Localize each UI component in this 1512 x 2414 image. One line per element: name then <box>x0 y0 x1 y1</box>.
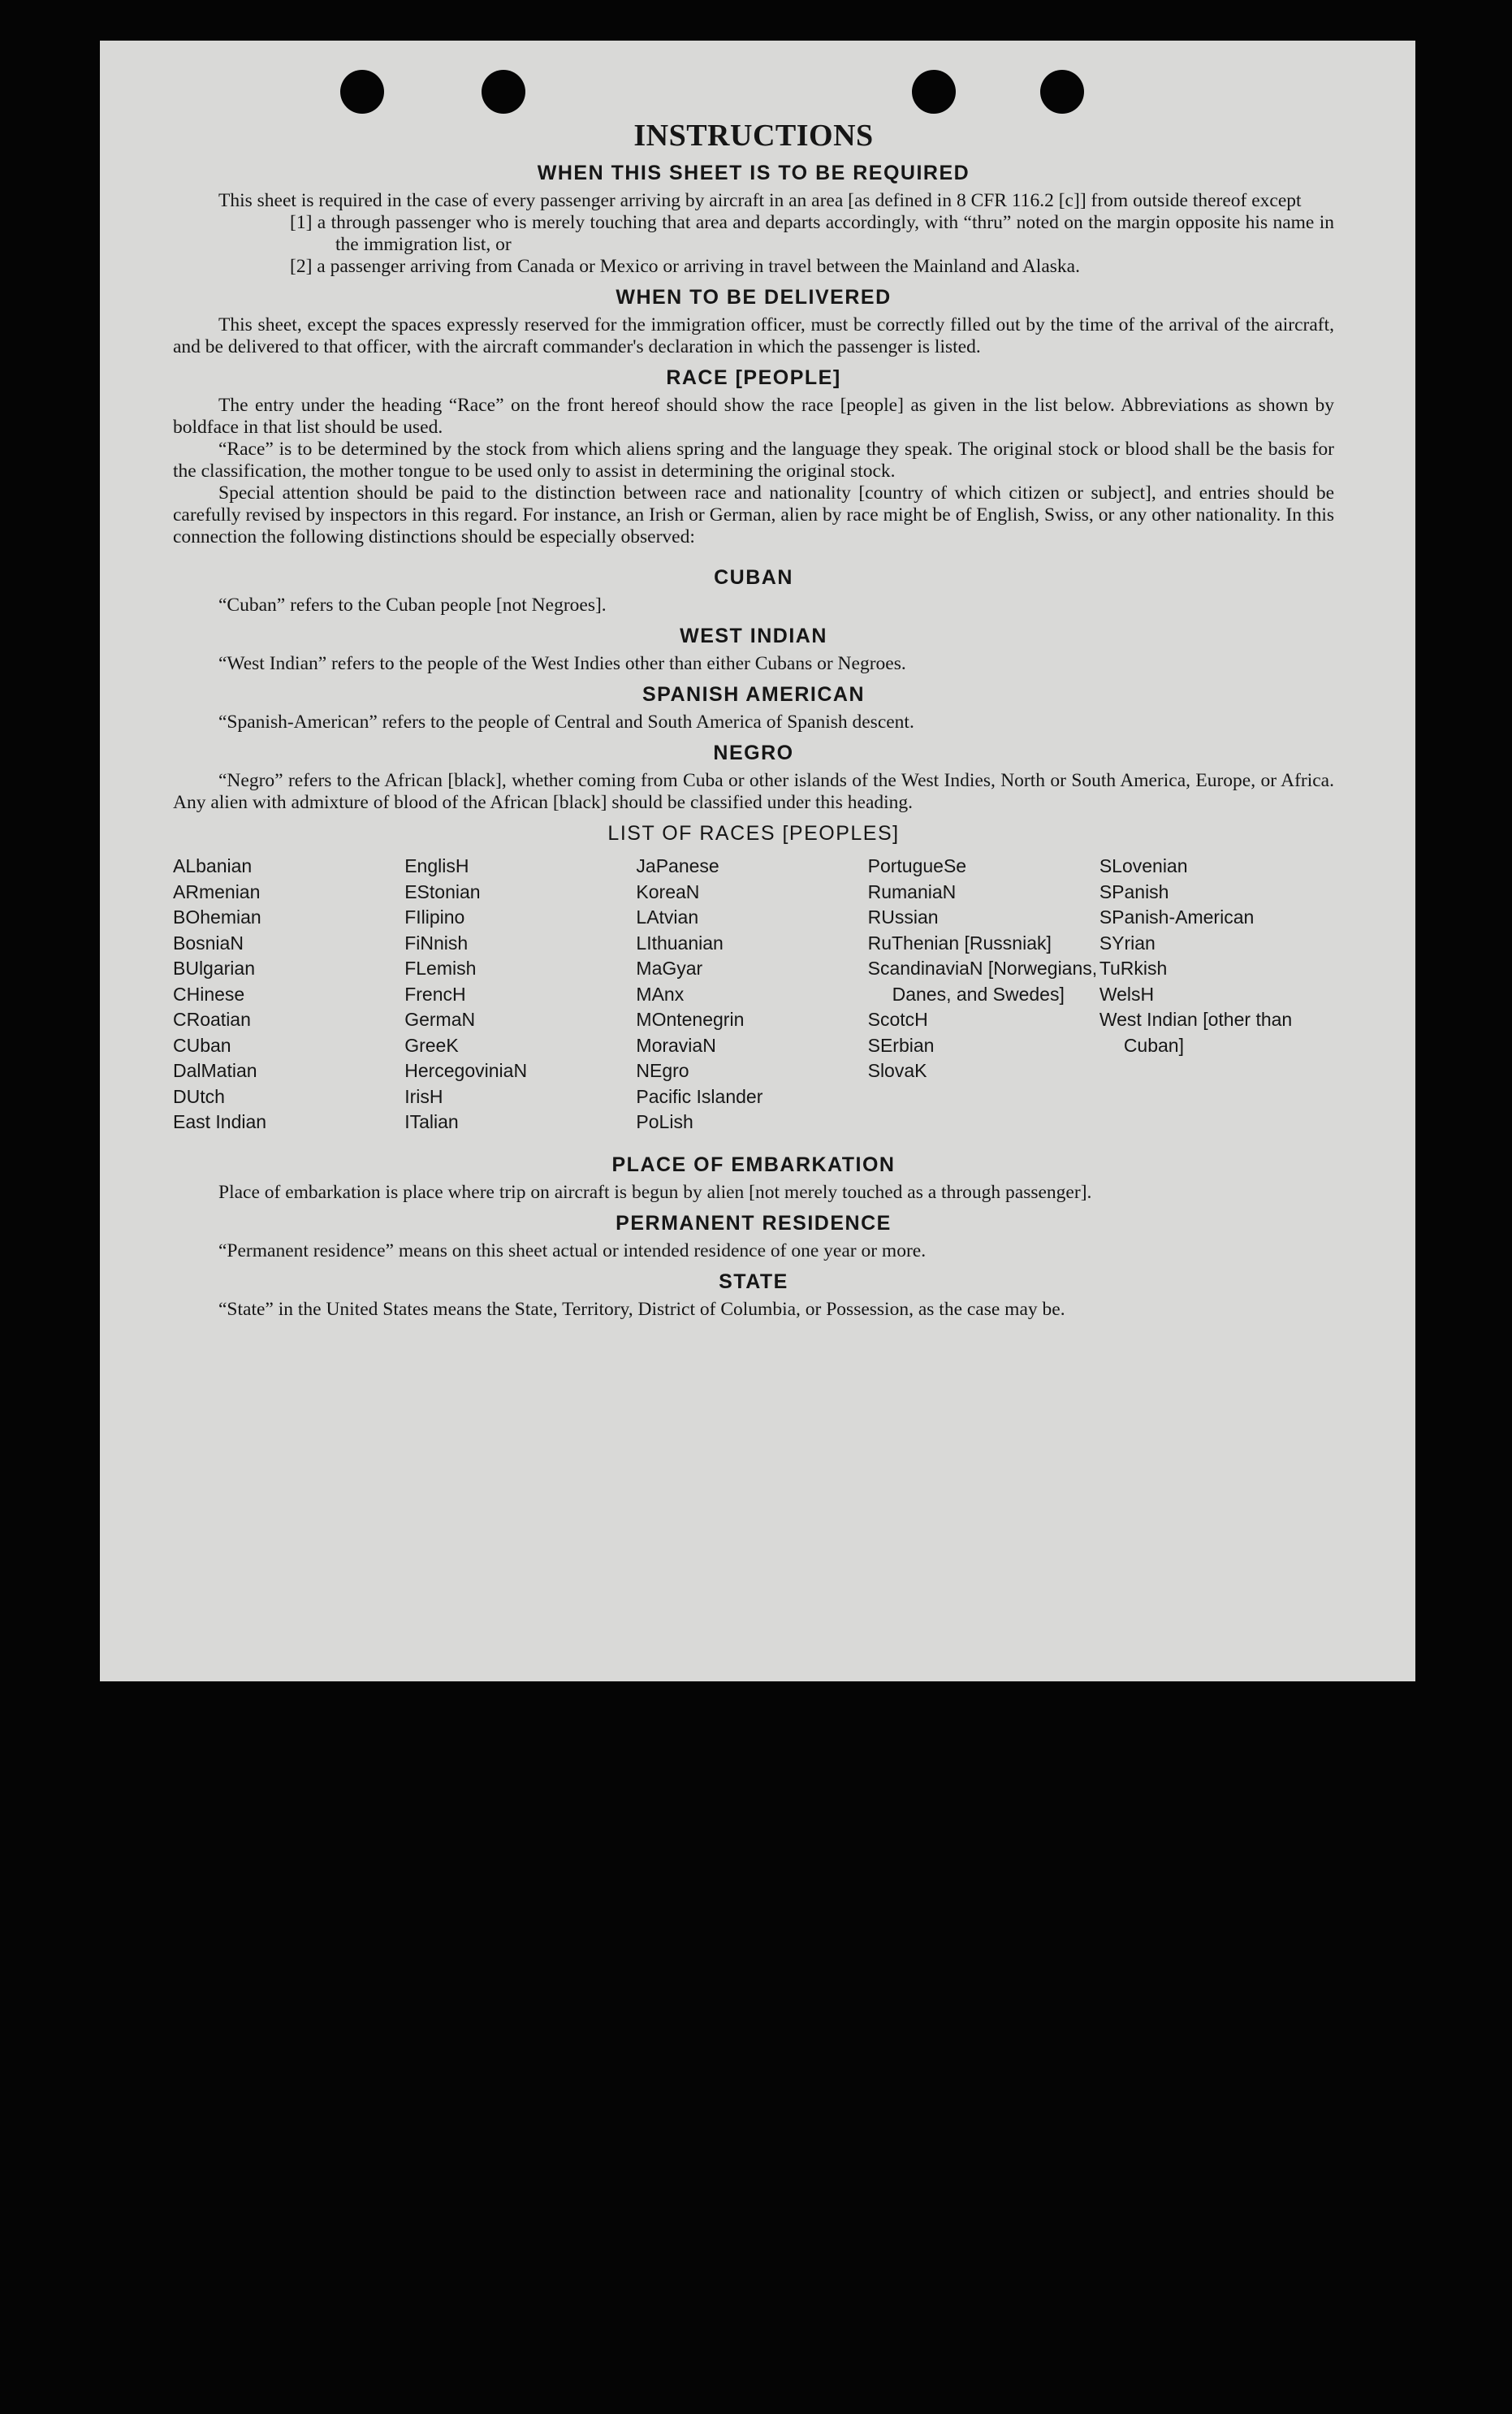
race-entry: DUtch <box>173 1085 225 1107</box>
races-list <box>173 854 1334 1136</box>
required-text: This sheet is required in the case of every passenger arriving by aircraft in an area [as defined in 8 CFR 116.2 [c]] from outside thereof except <box>218 190 1302 211</box>
race-entry: BUlgarian <box>173 958 255 979</box>
race-entry: MOntenegrin <box>636 1009 745 1030</box>
race-entry: EStonian <box>404 880 481 902</box>
section-heading-race: RACE [PEOPLE] <box>666 366 841 389</box>
race-entry: TuRkish <box>1099 958 1168 979</box>
race-entry: SPanish <box>1099 880 1169 902</box>
race-entry: East Indian <box>173 1111 267 1132</box>
race-paragraph: Special attention should be paid to the distinction between race and nationality [country of which citizen or subject], and entries should be carefully revised by inspectors in this regard. For instance, an Irish or German, alien by race might be of English, Swiss, or any other nationality. In this connection the following distinctions should be especially observed: <box>173 482 1334 547</box>
race-entry: ARmenian <box>173 880 261 902</box>
race-paragraph: The entry under the heading “Race” on the front hereof should show the race [people] as given in the list below. Abbreviations as shown by boldface in that list should be used. <box>173 395 1334 438</box>
west-indian-text: “West Indian” refers to the people of the West Indies other than either Cubans or Negroes. <box>218 653 906 674</box>
races-column <box>404 854 636 1136</box>
race-entry: ALbanian <box>173 855 253 876</box>
race-entry: CHinese <box>173 983 245 1005</box>
race-entry: MoraviaN <box>636 1034 716 1056</box>
section-heading-cuban: CUBAN <box>714 566 793 589</box>
race-entry: ITalian <box>404 1111 459 1132</box>
race-entry: West Indian [other than Cuban] <box>1099 1009 1293 1056</box>
races-column <box>173 854 404 1136</box>
race-entry: HercegoviniaN <box>404 1060 528 1081</box>
races-column <box>636 854 867 1136</box>
race-entry: RumaniaN <box>867 880 957 902</box>
race-entry: FLemish <box>404 958 477 979</box>
races-column <box>1099 854 1334 1136</box>
race-entry: ScandinaviaN [Norwegians, Danes, and Swedes] <box>867 958 1098 1005</box>
negro-text: “Negro” refers to the African [black], whether coming from Cuba or other islands of the West Indies, North or South America, Europe, or Africa. Any alien with admixture of blood of the African [black] should be classified under this heading. <box>173 770 1334 813</box>
races-column <box>868 854 1099 1136</box>
race-entry: LIthuanian <box>636 932 724 954</box>
race-entry: EnglisH <box>404 855 469 876</box>
race-entry: IrisH <box>404 1085 443 1107</box>
race-entry: FIlipino <box>404 906 465 928</box>
required-item: [2] a passenger arriving from Canada or Mexico or arriving in travel between the Mainland and Alaska. <box>290 256 1080 277</box>
race-entry: BosniaN <box>173 932 244 954</box>
section-heading-state: STATE <box>719 1270 788 1293</box>
punch-hole <box>482 70 525 114</box>
instructions-content <box>173 118 1334 1321</box>
section-heading-required: WHEN THIS SHEET IS TO BE REQUIRED <box>537 162 970 184</box>
race-entry: LAtvian <box>636 906 699 928</box>
section-heading-spanish-american: SPANISH AMERICAN <box>642 683 865 706</box>
race-entry: GreeK <box>404 1034 459 1056</box>
race-entry: MAnx <box>636 983 685 1005</box>
race-entry: CUban <box>173 1034 231 1056</box>
state-text: “State” in the United States means the State, Territory, District of Columbia, or Possession, as the case may be. <box>218 1298 1065 1320</box>
race-entry: SYrian <box>1099 932 1156 954</box>
section-heading-west-indian: WEST INDIAN <box>680 625 827 647</box>
section-heading-races-list: LIST OF RACES [PEOPLES] <box>607 822 900 845</box>
spanish-american-text: “Spanish-American” refers to the people of Central and South America of Spanish descent. <box>218 712 914 733</box>
section-heading-embarkation: PLACE OF EMBARKATION <box>611 1153 896 1176</box>
required-item: [1] a through passenger who is merely touching that area and departs accordingly, with “thru” noted on the margin opposite his name in the immigration list, or <box>290 212 1334 255</box>
race-entry: ScotcH <box>867 1009 928 1030</box>
section-heading-delivered: WHEN TO BE DELIVERED <box>616 286 892 309</box>
punch-hole <box>340 70 384 114</box>
punch-hole <box>1040 70 1084 114</box>
race-entry: CRoatian <box>173 1009 251 1030</box>
race-entry: PortugueSe <box>867 855 967 876</box>
race-entry: Pacific Islander <box>636 1085 763 1107</box>
race-entry: FiNnish <box>404 932 469 954</box>
race-entry: WelsH <box>1099 983 1155 1005</box>
race-entry: RUssian <box>867 906 939 928</box>
section-heading-residence: PERMANENT RESIDENCE <box>616 1211 892 1235</box>
race-entry: GermaN <box>404 1009 476 1030</box>
section-heading-negro: NEGRO <box>713 742 794 764</box>
race-paragraph: “Race” is to be determined by the stock from which aliens spring and the language they speak. The original stock or blood shall be the basis for the classification, the mother tongue to be used only to assist in determining the original stock. <box>173 439 1334 482</box>
race-entry: BOhemian <box>173 906 261 928</box>
race-entry: FrencH <box>404 983 466 1005</box>
race-entry: SErbian <box>867 1034 935 1056</box>
page-title: INSTRUCTIONS <box>633 119 874 153</box>
race-entry: SLovenian <box>1099 855 1188 876</box>
delivered-text: This sheet, except the spaces expressly reserved for the immigration officer, must be correctly filled out by the time of the arrival of the aircraft, and be delivered to that officer, with the aircraft commander's declaration in which the passenger is listed. <box>173 314 1334 357</box>
race-entry: SPanish-American <box>1099 906 1255 928</box>
race-entry: NEgro <box>636 1060 689 1081</box>
punch-hole <box>912 70 956 114</box>
race-entry: RuThenian [Russniak] <box>867 932 1052 954</box>
residence-text: “Permanent residence” means on this sheet actual or intended residence of one year or more. <box>218 1239 927 1261</box>
punch-holes <box>100 70 1415 119</box>
embarkation-text: Place of embarkation is place where trip on aircraft is begun by alien [not merely touched as a through passenger]. <box>218 1181 1092 1203</box>
race-entry: DalMatian <box>173 1060 257 1081</box>
race-entry: KoreaN <box>636 880 700 902</box>
document-page <box>100 41 1415 1681</box>
race-entry: SlovaK <box>867 1060 927 1081</box>
race-entry: MaGyar <box>636 958 703 979</box>
race-entry: JaPanese <box>636 855 719 876</box>
race-entry: PoLish <box>636 1111 693 1132</box>
cuban-text: “Cuban” refers to the Cuban people [not Negroes]. <box>218 595 607 616</box>
